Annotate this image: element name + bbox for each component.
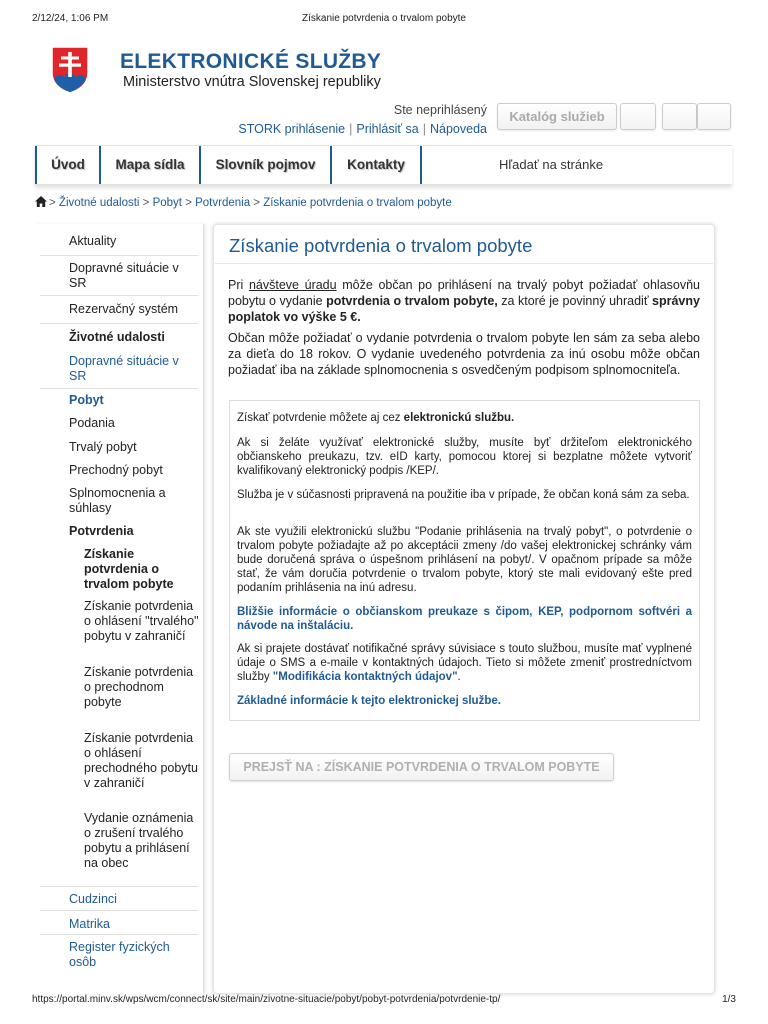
top-links (238, 122, 487, 136)
box-paragraph (237, 642, 692, 684)
text: Získať potvrdenie môžete aj cez (237, 412, 404, 424)
eligibility-paragraph: Občan môže požiadať o vydanie potvrdenia o trvalom pobyte len sám za seba alebo za dieťa do 18 rokov. O vydanie uvedeného potvrdenia za inú osobu môže občan požiadať iba na základe splnomocnenia s osvedčeným podpisom splnomocniteľa. (228, 331, 700, 377)
print-page-title: Získanie potvrdenia o trvalom pobyte (302, 13, 466, 24)
sidebar-item-traffic-sub[interactable]: Dopravné situácie v SR (69, 354, 179, 383)
sidebar-item-current-page[interactable]: Získanie potvrdenia o trvalom pobyte (84, 547, 174, 591)
sidebar-item-permanent-residence[interactable]: Trvalý pobyt (69, 440, 137, 454)
page-number: 1/3 (722, 994, 736, 1005)
toolbar-button[interactable] (662, 103, 697, 130)
sidebar-item-confirmations[interactable]: Potvrdenia (69, 524, 134, 538)
site-title[interactable]: ELEKTRONICKÉ SLUŽBY (120, 50, 382, 73)
title-divider (215, 263, 713, 264)
sidebar-divider (40, 886, 198, 887)
home-icon[interactable] (35, 196, 47, 207)
sidebar-item-population-register[interactable]: Register fyzických osôb (69, 940, 170, 969)
print-url: https://portal.minv.sk/wps/wcm/connect/sk/site/main/zivotne-situacie/pobyt/pobyt-potvrdenia/potvrdenie-tp/ (32, 994, 501, 1005)
box-paragraph: Služba je v súčasnosti pripravená na použitie iba v prípade, že občan koná sám za seba. (237, 489, 690, 501)
login-status: Ste neprihlásený (393, 103, 487, 117)
breadcrumb-link[interactable]: Pobyt (152, 197, 182, 209)
sidebar-divider (40, 934, 198, 935)
nav-item-sitemap[interactable]: Mapa sídla (101, 146, 201, 184)
breadcrumb-link[interactable]: Potvrdenia (195, 197, 251, 209)
breadcrumb-separator: > (250, 197, 264, 209)
office-visit-link[interactable]: návšteve úradu (248, 278, 337, 292)
print-footer (32, 994, 736, 1008)
sidebar-item-abroad-temporary[interactable]: Získanie potvrdenia o ohlásení prechodného pobytu v zahraničí (84, 731, 198, 790)
catalog-button[interactable]: Katalóg služieb (497, 103, 617, 130)
print-date: 2/12/24, 1:06 PM (32, 13, 109, 24)
login-link[interactable]: Prihlásiť sa (356, 122, 419, 136)
sidebar-divider (40, 255, 198, 256)
sidebar-item-temporary-confirmation[interactable]: Získanie potvrdenia o prechodnom pobyte (84, 665, 194, 709)
text: môže občan po prihlásení na trvalý pobyt požiadať ohlasovňu pobytu o vydanie (228, 278, 700, 308)
breadcrumb-separator: > (182, 197, 196, 209)
sidebar-item-news[interactable]: Aktuality (69, 234, 117, 248)
electronic-service-box (229, 400, 700, 721)
text: Ak si prajete dostávať notifikačné správy súvisiace s touto službou, musíte mať vyplnené údaje o SMS a e-maile v kontaktných údajoch. Tieto si môžete zmeniť prostredníctvom služby (237, 643, 692, 683)
text: . (457, 671, 461, 683)
toolbar-button[interactable] (697, 103, 731, 130)
goto-service-button[interactable]: PREJSŤ NA : ZÍSKANIE POTVRDENIA O TRVALOM POBYTE (229, 753, 614, 781)
sidebar (35, 224, 204, 994)
text: Pri (228, 278, 249, 292)
page-title: Získanie potvrdenia o trvalom pobyte (229, 235, 533, 256)
sidebar-item-cancellation-notice[interactable]: Vydanie oznámenia o zrušení trvalého pobytu a prihlásení na obec (84, 811, 194, 870)
sidebar-item-temporary-residence[interactable]: Prechodný pobyt (69, 463, 163, 477)
sidebar-item-reservation[interactable]: Rezervačný systém (69, 302, 179, 316)
breadcrumb-separator: > (49, 197, 59, 209)
nav-item-home[interactable]: Úvod (35, 146, 101, 184)
nav-item-glossary[interactable]: Slovník pojmov (201, 146, 332, 184)
sidebar-item-abroad-permanent[interactable]: Získanie potvrdenia o ohlásení "trvalého" pobytu v zahraničí (84, 599, 199, 643)
coat-of-arms-logo[interactable] (50, 45, 90, 95)
service-info-link[interactable]: Základné informácie k tejto elektronickej službe. (237, 695, 501, 707)
help-link[interactable]: Nápoveda (430, 122, 487, 136)
sidebar-divider (40, 295, 198, 296)
intro-paragraph (228, 277, 700, 325)
breadcrumb-separator: > (139, 197, 153, 209)
divider: | (349, 122, 353, 136)
breadcrumb-link[interactable]: Životné udalosti (58, 197, 140, 209)
main-content (213, 224, 715, 994)
print-header (32, 13, 736, 29)
fee-text: správny poplatok vo výške 5 €. (228, 294, 700, 324)
nav-item-contacts[interactable]: Kontakty (332, 146, 422, 184)
sidebar-item-residence[interactable]: Pobyt (69, 393, 104, 407)
sidebar-divider (40, 388, 198, 389)
sidebar-item-authorizations[interactable]: Splnomocnenia a súhlasy (69, 486, 166, 515)
sidebar-item-registry[interactable]: Matrika (69, 917, 110, 931)
sidebar-item-life-events[interactable]: Životné udalosti (69, 330, 165, 344)
main-nav (35, 145, 732, 185)
divider: | (422, 122, 426, 136)
breadcrumb (35, 196, 452, 209)
text: za ktoré je povinný uhradiť (497, 294, 653, 308)
id-card-info-link[interactable]: Bližšie informácie o občianskom preukaze s čipom, KEP, podpornom softvéri a návode na inštaláciu. (237, 606, 692, 632)
box-paragraph (237, 411, 692, 425)
sidebar-divider (40, 910, 198, 911)
text-bold: potvrdenia o trvalom pobyte, (326, 294, 498, 308)
search-label[interactable]: Hľadať na stránke (499, 157, 604, 172)
stork-login-link[interactable]: STORK prihlásenie (238, 122, 346, 136)
sidebar-divider (40, 323, 198, 324)
breadcrumb-current[interactable]: Získanie potvrdenia o trvalom pobyte (263, 197, 452, 209)
text-bold: elektronickú službu. (403, 412, 515, 424)
box-paragraph: Ak si želáte využívať elektronické služby, musíte byť držiteľom elektronického občianskeho preukazu, tzv. eID karty, pomocou ktorej si bezplatne môžete vytvoriť kvalifikovaný elektronický podpis /KEP/. (237, 437, 692, 477)
sidebar-item-foreigners[interactable]: Cudzinci (69, 892, 117, 906)
contact-modification-link[interactable]: "Modifikácia kontaktných údajov" (272, 671, 458, 683)
sidebar-item-submissions[interactable]: Podania (69, 416, 115, 430)
box-paragraph: Ak ste využili elektronickú službu "Podanie prihlásenia na trvalý pobyt", o potvrdenie o trvalom pobyte požiadajte až po akceptácii zmeny /do vašej elektronickej schránky vám bude doručená správa o úspešnom prihlásení na pobyt/. V opačnom prípade sa môže stať, že vám doručia potvrdenie o trvalom pobyte, ktorý ste mali evidovaný ešte pred podaním prihlásenia na inú adresu. (237, 526, 692, 594)
toolbar-button[interactable] (620, 103, 656, 130)
site-subtitle: Ministerstvo vnútra Slovenskej republiky (123, 74, 381, 90)
sidebar-item-traffic[interactable]: Dopravné situácie v SR (69, 261, 179, 290)
